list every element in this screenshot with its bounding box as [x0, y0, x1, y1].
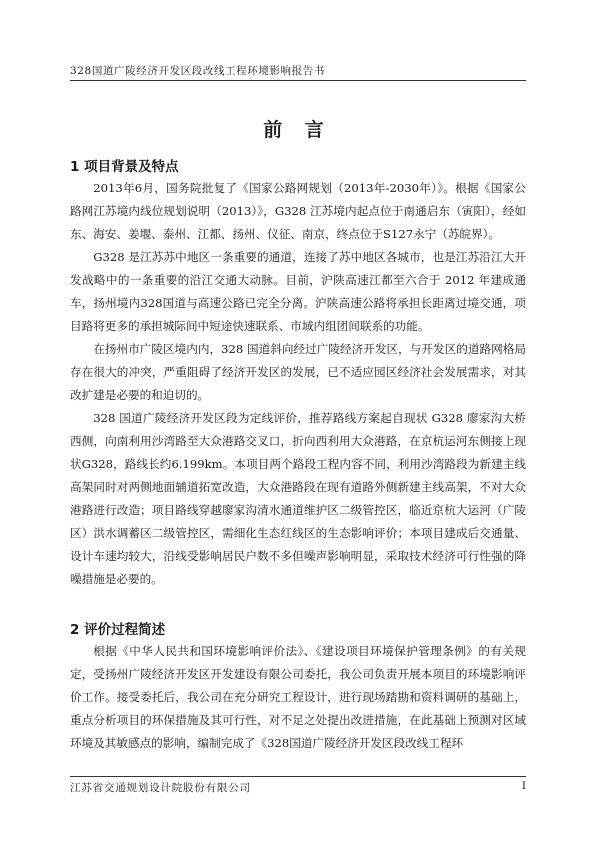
paragraph-assessment: 根据《中华人民共和国环境影响评价法》、《建设项目环境保护管理条例》的有关规定，受扬州广陵经济开发区开发建设有限公司委托，我公司负责开展本项目的环境影响评价工作。接受委托后，我公司在充分研究工程设计，进行现场踏勘和资料调研的基础上，重点分析项目的环保措施及其可行性，对不足之处提出改进措施，在此基础上预测对区域环境及其敏感点的影响，编制完成了《328国道广陵经济开发区段改线工程环 — [70, 644, 526, 750]
page-title: 前 言 — [263, 119, 332, 141]
paragraph-conflict: 在扬州市广陵区境内内，328 国道斜向经过广陵经济开发区，与开发区的道路网格局存在很大的冲突，严重阻碍了经济开发区的发展，已不适应园区经济社会发展需求，对其改扩建是必要的和迫切的。 — [70, 342, 526, 402]
footer-company: 江苏省交通规划设计院股份有限公司 — [70, 782, 251, 794]
section-heading-background: 1 项目背景及特点 — [70, 159, 179, 175]
paragraph-route: 328 国道广陵经济开发区段为定线评价，推荐路线方案起自现状 G328 廖家沟大桥西侧，向南利用沙湾路至大众港路交叉口，折向西利用大众港路，在京杭运河东侧接上现状G328，路线长约6.199km。本项目两个路段工程内容不同，利用沙湾路段为新建主线高架同时对两侧地面辅道拓宽改造，大众港路段在现有道路外侧新建主线高架，不对大众港路进行改造；项目路线穿越廖家沟清水通道维护区二级管控区，临近京杭大运河（广陵区）洪水调蓄区二级管控区，需细化生态红线区的生态影响评价；本项目建成后交通量、设计车速均较大，沿线受影响居民户数不多但噪声影响明显，采取技术经济可行性强的降噪措施是必要的。 — [70, 411, 526, 586]
running-footer — [70, 780, 526, 795]
paragraph-planning: 2013年6月，国务院批复了《国家公路网规划（2013年-2030年）》。根据《国家公路网江苏境内线位规划说明（2013）》，G328 江苏境内起点位于南通启东（寅阳），经如东、海安、姜堰、泰州、江都、扬州、仪征、南京，终点位于S127永宁（苏皖界）。 — [70, 181, 526, 241]
section-heading-process: 2 评价过程简述 — [70, 622, 166, 638]
header-divider — [70, 80, 526, 81]
paragraph-corridor: G328 是江苏苏中地区一条重要的通道，连接了苏中地区各城市，也是江苏沿江大开发战略中的一条重要的沿江交通大动脉。目前，沪陕高速江都至六合于 2012 年建成通车，扬州境内328国道与高速公路已完全分离。沪陕高速公路将承担长距离过境交通，项目路将更多的承担城际间中短途快速联系、市域内组团间联系的功能。 — [70, 250, 526, 333]
page-number: I — [521, 780, 526, 792]
footer-divider — [70, 776, 526, 777]
running-header: 328国道广陵经济开发区段改线工程环境影响报告书 — [70, 65, 325, 77]
